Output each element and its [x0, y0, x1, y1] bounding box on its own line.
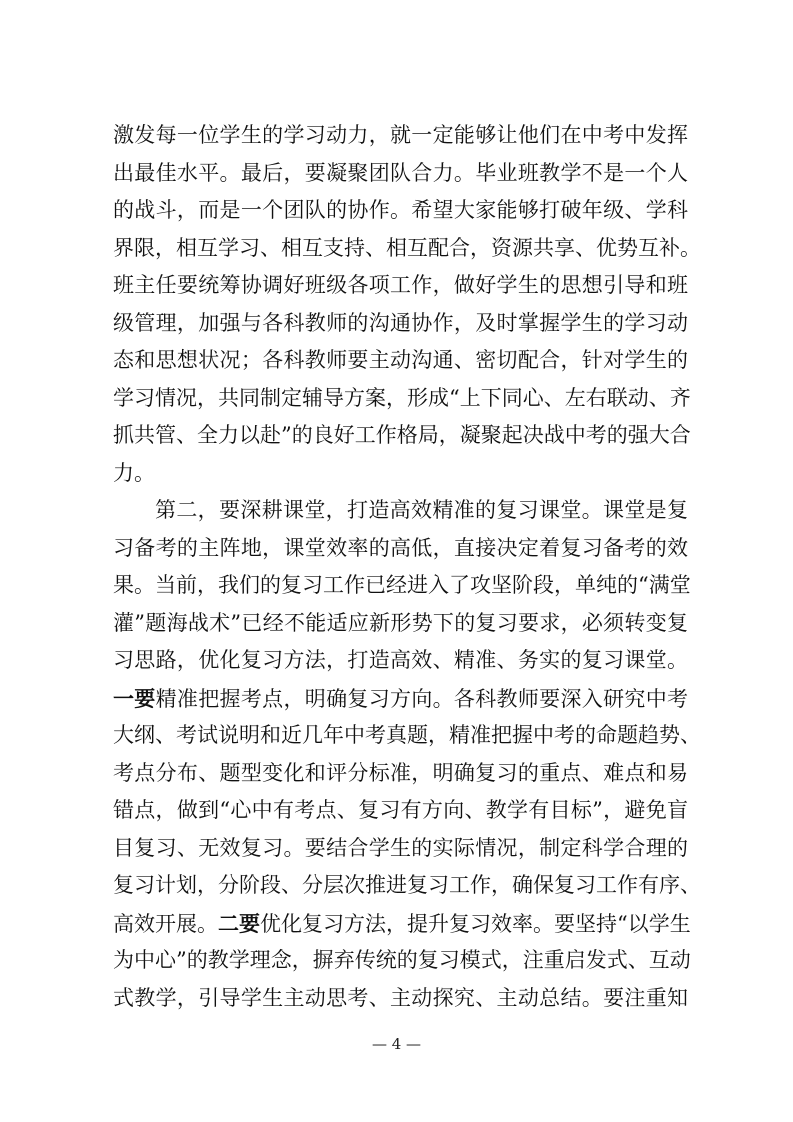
- line-text-tail: 优化复习方法，提升复习效率。要坚持“以学生: [260, 911, 691, 936]
- bold-lead: 一要: [113, 685, 156, 711]
- text-line: 复习计划，分阶段、分层次推进复习工作，确保复习工作有序、: [113, 873, 701, 897]
- text-line: 的战斗，而是一个团队的协作。希望大家能够打破年级、学科: [113, 198, 688, 222]
- text-line: 为中心”的教学理念，摒弃传统的复习模式，注重启发式、互动: [113, 948, 691, 972]
- text-line: 错点，做到“心中有考点、复习有方向、教学有目标”，避免盲: [113, 798, 688, 822]
- text-line: 学习情况，共同制定辅导方案，形成“上下同心、左右联动、齐: [113, 385, 691, 410]
- text-line: 级管理，加强与各科教师的沟通协作，及时掌握学生的学习动: [113, 310, 688, 335]
- text-line: 习思路，优化复习方法，打造高效、精准、务实的复习课堂。: [113, 648, 688, 672]
- line-text: 高效开展。: [113, 911, 218, 936]
- text-line: 出最佳水平。最后，要凝聚团队合力。毕业班教学不是一个人: [113, 160, 688, 185]
- body-text: [113, 117, 701, 1017]
- text-line: 式教学，引导学生主动思考、主动探究、主动总结。要注重知: [113, 985, 688, 1010]
- text-line-with-bold-lead: [113, 680, 688, 718]
- text-line: 灌”题海战术”已经不能适应新形势下的复习要求，必须转变复: [113, 610, 688, 635]
- text-line: 力。: [113, 460, 155, 485]
- text-line: 态和思想状况；各科教师要主动沟通、密切配合，针对学生的: [113, 348, 688, 372]
- text-line: 班主任要统筹协调好班级各项工作，做好学生的思想引导和班: [113, 273, 688, 297]
- paragraph-start-line: 第二，要深耕课堂，打造高效精准的复习课堂。课堂是复: [155, 498, 688, 522]
- text-line: 习备考的主阵地，课堂效率的高低，直接决定着复习备考的效: [113, 535, 688, 560]
- text-line: 目复习、无效复习。要结合学生的实际情况，制定科学合理的: [113, 835, 688, 860]
- page-number: — 4 —: [371, 1035, 422, 1053]
- text-line: 考点分布、题型变化和评分标准，明确复习的重点、难点和易: [113, 760, 688, 785]
- line-text: 精准把握考点，明确复习方向。各科教师要深入研究中考: [155, 686, 689, 711]
- text-line: 界限，相互学习、相互支持、相互配合，资源共享、优势互补。: [113, 235, 701, 260]
- text-line: 果。当前，我们的复习工作已经进入了攻坚阶段，单纯的“满堂: [113, 573, 691, 597]
- text-line: 激发每一位学生的学习动力，就一定能够让他们在中考中发挥: [113, 123, 688, 147]
- text-line-with-bold-lead: [113, 905, 691, 943]
- text-line: 抓共管、全力以赴”的良好工作格局，凝聚起决战中考的强大合: [113, 423, 691, 447]
- text-line: 大纲、考试说明和近几年中考真题，精准把握中考的命题趋势、: [113, 723, 701, 747]
- bold-lead: 二要: [218, 910, 260, 936]
